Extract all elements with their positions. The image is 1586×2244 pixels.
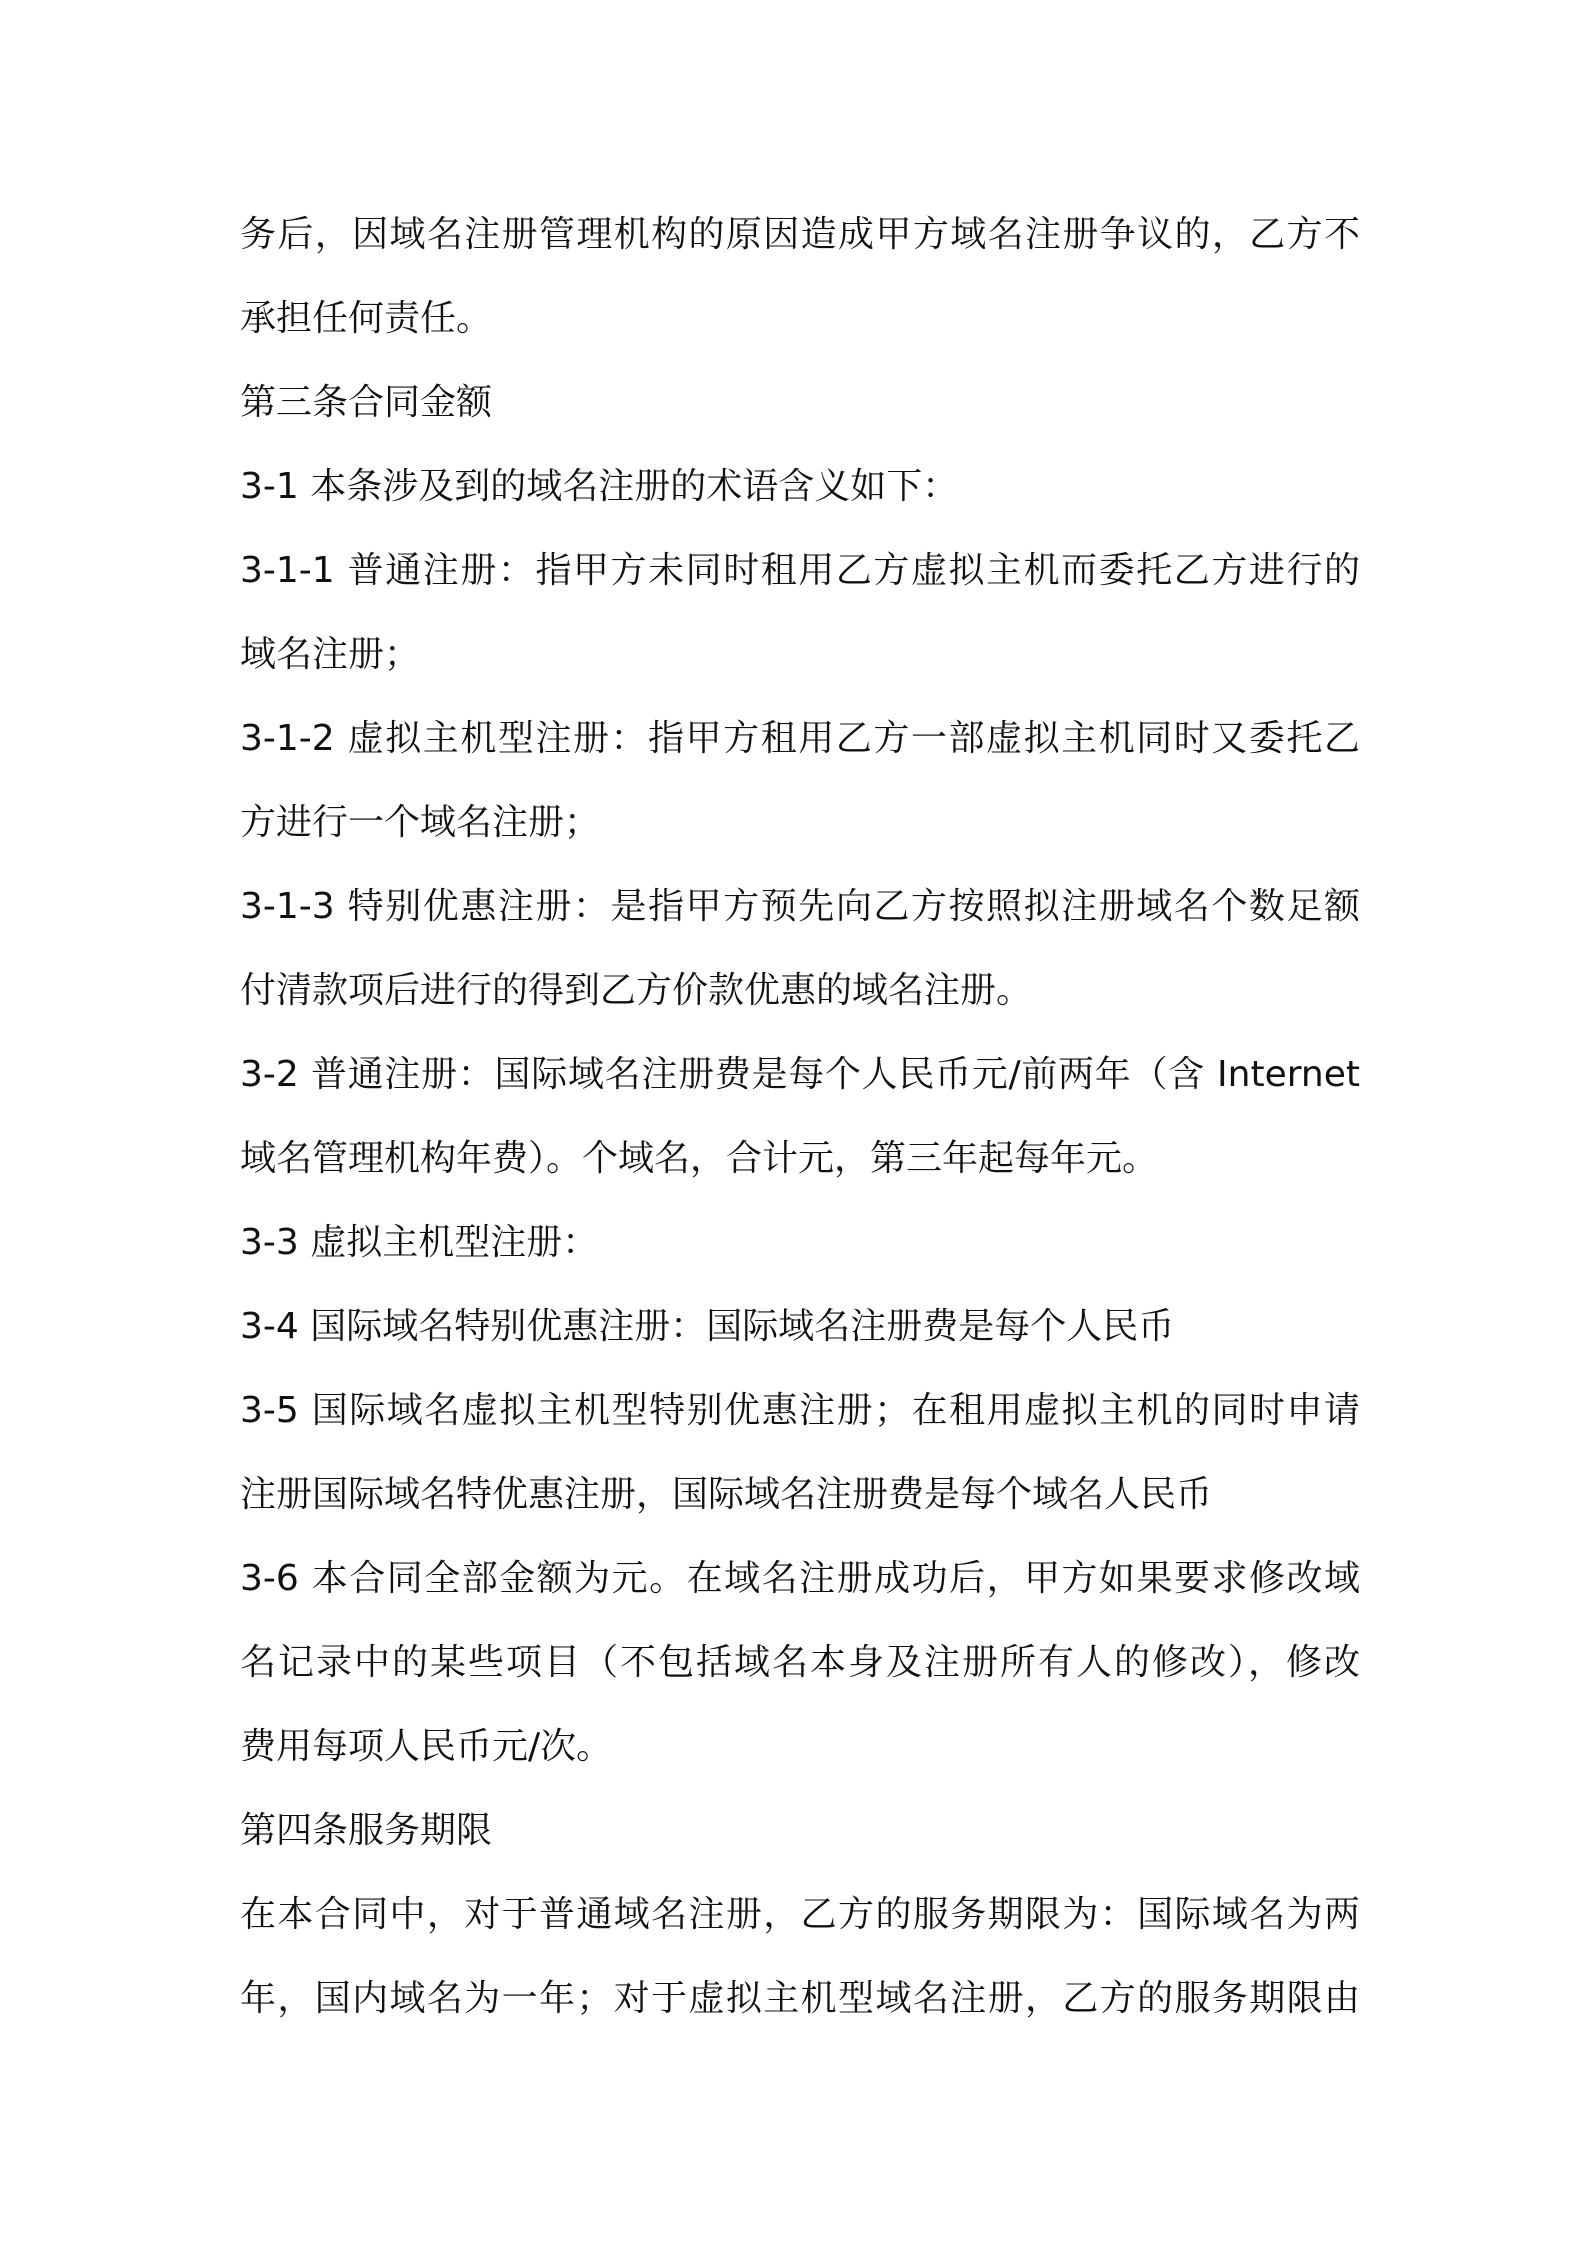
- text-line: 3-1-2 虚拟主机型注册：指甲方租用乙方一部虚拟主机同时又委托乙: [240, 718, 1360, 759]
- text-line: 3-1-1 普通注册：指甲方未同时租用乙方虚拟主机而委托乙方进行的: [240, 550, 1360, 591]
- text-line: 域名注册；: [240, 634, 421, 675]
- section-heading: 第三条合同金额: [240, 382, 493, 423]
- text-line: 在本合同中，对于普通域名注册，乙方的服务期限为：国际域名为两: [240, 1894, 1360, 1935]
- text-line: 3-2 普通注册：国际域名注册费是每个人民币元/前两年（含 Internet: [240, 1054, 1360, 1095]
- text-line: 承担任何责任。: [240, 298, 493, 339]
- text-line: 年，国内域名为一年；对于虚拟主机型域名注册，乙方的服务期限由: [240, 1978, 1360, 2019]
- text-line: 3-5 国际域名虚拟主机型特别优惠注册；在租用虚拟主机的同时申请: [240, 1390, 1360, 1431]
- document-body: [240, 193, 1360, 2041]
- text-line: 费用每项人民币元/次。: [240, 1726, 613, 1767]
- text-line: 3-1 本条涉及到的域名注册的术语含义如下：: [240, 466, 959, 507]
- text-line: 名记录中的某些项目（不包括域名本身及注册所有人的修改），修改: [240, 1642, 1360, 1683]
- text-line: 方进行一个域名注册；: [240, 802, 601, 843]
- text-line: 付清款项后进行的得到乙方价款优惠的域名注册。: [240, 970, 1033, 1011]
- text-line: 域名管理机构年费）。个域名，合计元，第三年起每年元。: [240, 1138, 1159, 1179]
- text-line: 3-3 虚拟主机型注册：: [240, 1222, 599, 1263]
- text-line: 3-4 国际域名特别优惠注册：国际域名注册费是每个人民币: [240, 1306, 1175, 1347]
- text-line: 注册国际域名特优惠注册，国际域名注册费是每个域名人民币: [240, 1474, 1213, 1515]
- text-line: 3-6 本合同全部金额为元。在域名注册成功后，甲方如果要求修改域: [240, 1558, 1360, 1599]
- text-line: 务后，因域名注册管理机构的原因造成甲方域名注册争议的，乙方不: [240, 214, 1360, 255]
- section-heading: 第四条服务期限: [240, 1810, 493, 1851]
- text-line: 3-1-3 特别优惠注册：是指甲方预先向乙方按照拟注册域名个数足额: [240, 886, 1360, 927]
